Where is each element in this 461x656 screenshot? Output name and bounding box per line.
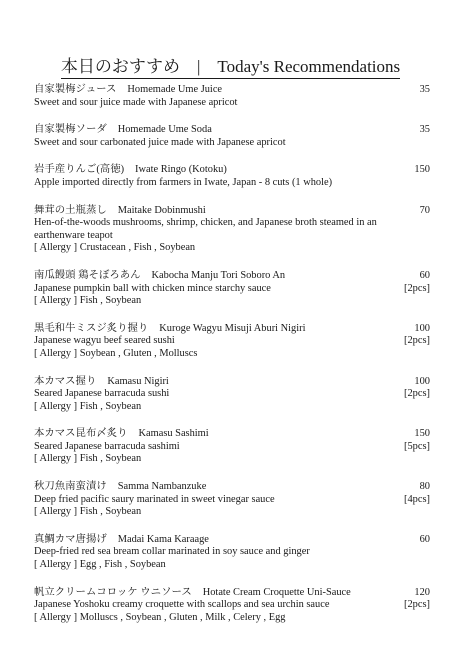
menu-item-description: Seared Japanese barracuda sushi — [34, 388, 170, 400]
menu-item-price: 100 — [414, 322, 430, 334]
menu-item-english-name: Maitake Dobinmushi — [117, 204, 206, 216]
menu-item-allergy: [ Allergy ] Fish , Soybean — [34, 453, 142, 465]
menu-item-price: 60 — [419, 269, 430, 281]
menu-item-price: 35 — [419, 84, 430, 95]
menu-item-portion: [2pcs] — [404, 335, 430, 347]
menu-item — [34, 164, 430, 189]
menu-item-description-row — [34, 137, 430, 150]
page-title-text: 本日のおすすめ | Today's Recommendations — [61, 52, 400, 79]
menu-item-description: Japanese pumpkin ball with chicken mince starchy sauce — [34, 282, 271, 294]
menu-item-header — [34, 124, 430, 137]
menu-item-description: Deep-fried red sea bream collar marinated in soy sauce and ginger — [34, 546, 310, 558]
menu-item-header — [34, 84, 430, 97]
menu-item-allergy: [ Allergy ] Soybean , Gluten , Molluscs — [34, 347, 198, 359]
menu-item-description-row — [34, 388, 430, 401]
menu-item — [34, 84, 430, 109]
menu-item-allergy: [ Allergy ] Molluscs , Soybean , Gluten , Milk , Celery , Egg — [34, 611, 286, 623]
menu-item-english-name: Homemade Ume Juice — [127, 84, 223, 95]
menu-item-description: Japanese wagyu beef seared sushi — [34, 335, 175, 347]
menu-item-english-name: Iwate Ringo (Kotoku) — [135, 164, 227, 176]
menu-item-allergy: [ Allergy ] Crustacean , Fish , Soybean — [34, 242, 196, 254]
menu-item-header — [34, 428, 430, 441]
menu-item-header — [34, 205, 430, 218]
menu-item-description: Sweet and sour juice made with Japanese apricot — [34, 96, 238, 108]
menu-item-header — [34, 164, 430, 177]
menu-item-english-name: Kamasu Sashimi — [138, 428, 209, 440]
menu-item-description-row — [34, 441, 430, 454]
menu-item-description-row — [34, 546, 430, 559]
menu-item — [34, 124, 430, 149]
menu-item-english-name: Madai Kama Karaage — [117, 533, 209, 545]
menu-item-description: Deep fried pacific saury marinated in sweet vinegar sauce — [34, 493, 275, 505]
page-title — [0, 52, 461, 79]
menu-item-english-name: Kuroge Wagyu Misuji Aburi Nigiri — [159, 322, 306, 334]
menu-item-price: 100 — [414, 375, 430, 387]
menu-item-english-name: Homemade Ume Soda — [117, 124, 212, 136]
menu-item-portion: [2pcs] — [404, 282, 430, 294]
menu-item — [34, 270, 430, 308]
menu-item-price: 120 — [414, 586, 430, 598]
menu-item-allergy: [ Allergy ] Fish , Soybean — [34, 400, 142, 412]
menu-item-allergy: [ Allergy ] Fish , Soybean — [34, 506, 142, 518]
recommendation-list — [34, 84, 430, 639]
menu-item-header — [34, 587, 430, 600]
menu-item — [34, 587, 430, 625]
menu-item-price: 150 — [414, 164, 430, 176]
menu-item-price: 150 — [414, 428, 430, 440]
menu-item-price: 70 — [419, 204, 430, 216]
menu-item — [34, 205, 430, 255]
menu-item — [34, 481, 430, 519]
menu-item-japanese-name: 本カマス握り — [34, 375, 97, 387]
menu-item-description: Japanese Yoshoku creamy croquette with scallops and sea urchin sauce — [34, 599, 330, 611]
menu-item-portion: [5pcs] — [404, 440, 430, 452]
menu-item-japanese-name: 自家製梅ソーダ — [34, 124, 107, 136]
menu-item-price: 35 — [419, 124, 430, 136]
menu-item-japanese-name: 帆立クリームコロッケ ウニソース — [34, 586, 192, 598]
menu-item-description: Seared Japanese barracuda sashimi — [34, 440, 180, 452]
menu-item-japanese-name: 南瓜饅頭 鶏そぼろあん — [34, 269, 141, 281]
menu-item-english-name: Kabocha Manju Tori Soboro An — [151, 269, 286, 281]
menu-item-portion: [2pcs] — [404, 599, 430, 611]
menu-item-allergy: [ Allergy ] Fish , Soybean — [34, 295, 142, 307]
menu-item-japanese-name: 舞茸の土瓶蒸し — [34, 204, 107, 216]
menu-item — [34, 534, 430, 572]
menu-item-japanese-name: 自家製梅ジュース — [34, 84, 117, 95]
menu-item-description-row — [34, 494, 430, 507]
menu-item-japanese-name: 黒毛和牛ミスジ炙り握り — [34, 322, 149, 334]
menu-item — [34, 323, 430, 361]
menu-item-header — [34, 323, 430, 336]
menu-item-price: 80 — [419, 481, 430, 493]
menu-item-japanese-name: 岩手産りんご(高徳) — [34, 164, 125, 176]
menu-item-japanese-name: 本カマス昆布〆炙り — [34, 428, 128, 440]
menu-item-description-row — [34, 599, 430, 612]
menu-item — [34, 428, 430, 466]
menu-item-header — [34, 376, 430, 389]
menu-item-header — [34, 534, 430, 547]
menu-item-description-row — [34, 177, 430, 190]
menu-item-price: 60 — [419, 533, 430, 545]
menu-item-english-name: Samma Nambanzuke — [117, 481, 207, 493]
menu-item-japanese-name: 秋刀魚南蛮漬け — [34, 481, 107, 493]
menu-item-english-name: Kamasu Nigiri — [107, 375, 169, 387]
menu-item-portion: [4pcs] — [404, 493, 430, 505]
menu-item-header — [34, 270, 430, 283]
menu-item — [34, 376, 430, 414]
menu-item-header — [34, 481, 430, 494]
menu-item-description: Apple imported directly from farmers in Iwate, Japan - 8 cuts (1 whole) — [34, 176, 333, 188]
menu-item-description-row — [34, 283, 430, 296]
menu-item-allergy: [ Allergy ] Egg , Fish , Soybean — [34, 559, 166, 571]
menu-item-description: Sweet and sour carbonated juice made with Japanese apricot — [34, 136, 286, 148]
menu-item-description-row — [34, 335, 430, 348]
menu-item-portion: [2pcs] — [404, 388, 430, 400]
menu-item-description-row — [34, 97, 430, 110]
menu-item-description: Hen-of-the-woods mushrooms, shrimp, chicken, and Japanese broth steamed in an earthenware teapot — [34, 217, 377, 241]
menu-item-english-name: Hotate Cream Croquette Uni-Sauce — [202, 586, 351, 598]
menu-item-japanese-name: 真鯛カマ唐揚げ — [34, 533, 107, 545]
menu-item-description-row — [34, 217, 430, 242]
